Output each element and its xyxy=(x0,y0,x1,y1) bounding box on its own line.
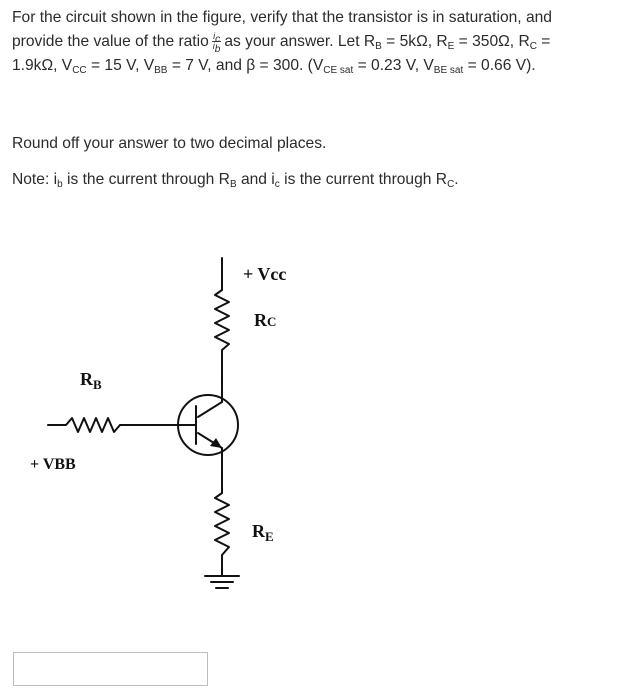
rb-label: $R_B$ xyxy=(80,369,102,392)
rb-resistor xyxy=(48,418,120,432)
emitter-arrow xyxy=(210,438,222,448)
vcc-label: + Vcc xyxy=(243,264,287,284)
circuit-diagram xyxy=(0,240,625,620)
rc-resistor xyxy=(215,283,229,378)
re-label: $R_E$ xyxy=(252,521,274,544)
vbb-label: + VBB xyxy=(30,456,76,473)
rounding-instruction: Round off your answer to two decimal places. xyxy=(12,135,327,152)
question-text xyxy=(12,6,617,78)
answer-input[interactable] xyxy=(13,652,208,686)
note-text: Note: $i_b$ is the current through $R_B$ and $i_c$ is the current through $R_C$. xyxy=(12,171,459,190)
question-line-3: 1.9kΩ, $V_{CC} = 15$ V, $V_{BB} = 7$ V, and β = 300. ($V_{CE sat} = 0.23$ V, $V_{BE sat} = 0.66$ V). xyxy=(12,57,536,76)
re-resistor xyxy=(215,478,229,576)
rc-label: RC xyxy=(254,310,277,330)
question-line-1: For the circuit shown in the figure, verify that the transistor is in saturation, and xyxy=(12,9,552,26)
question-line-2: provide the value of the ratio $\frac{i_c}{i_b}$ as your answer. Let $R_B = 5k\Omega$, $R_E = 350\Omega$, $R_C$ = xyxy=(12,31,551,56)
ratio-fraction: $\frac{i_c}{i_b}$ xyxy=(212,31,221,56)
